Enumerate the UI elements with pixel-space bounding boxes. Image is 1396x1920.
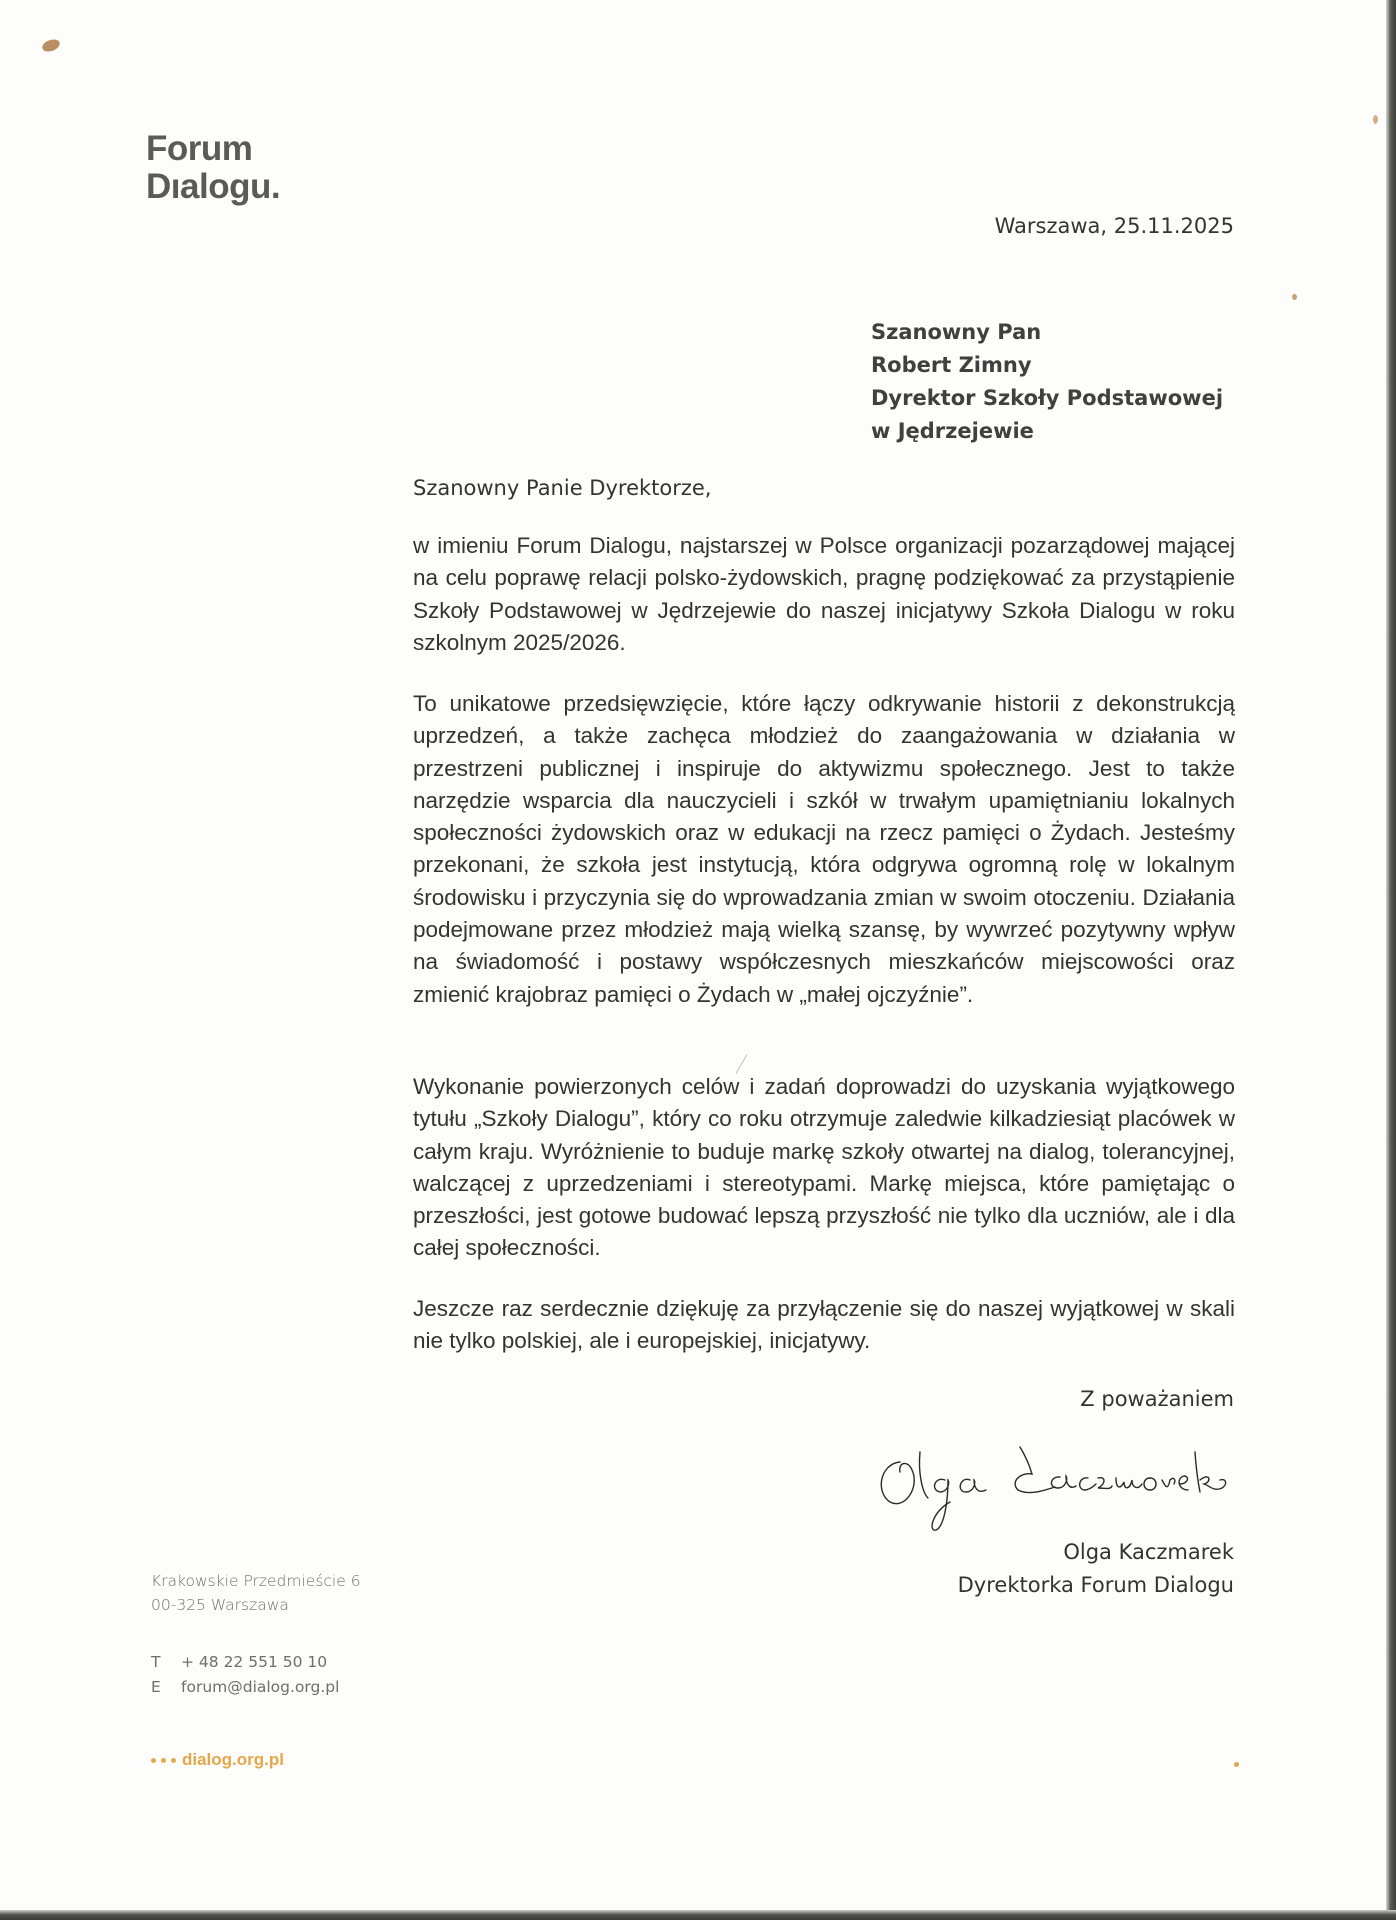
date-line: Warszawa, 25.11.2025 — [994, 214, 1234, 238]
email-label: E — [151, 1678, 161, 1696]
website-link[interactable]: dialog.org.pl — [182, 1750, 284, 1769]
scan-edge-bottom — [0, 1910, 1396, 1920]
email-address[interactable]: forum@dialog.org.pl — [181, 1678, 340, 1696]
body-paragraph: Wykonanie powierzonych celów i zadań doprowadzi do uzyskania wyjątkowego tytułu „Szkoły Dialogu”, który co roku otrzymuje zaledwie kilkadziesiąt placówek w całym kraju. Wyróżnienie to buduje markę szkoły otwartej na dialog, tolerancyjnej, walczącej z uprzedzeniami i stereotypami. Markę miejsca, które pamiętając o przeszłości, jest gotowe budować lepszą przyszłość nie tylko dla uczniów, ale i dla całej społeczności. — [413, 1074, 1235, 1261]
paper-stain — [1373, 115, 1378, 124]
logo-line-1: Forum — [146, 129, 253, 168]
dots-icon — [151, 1758, 176, 1763]
address-line: Krakowskie Przedmieście 6 — [151, 1572, 361, 1590]
paper-stain — [1292, 294, 1297, 300]
body-paragraph: To unikatowe przedsięwzięcie, które łączy odkrywanie historii z dekonstrukcją uprzedzeń, a także zachęca młodzież do zaangażowania w działania w przestrzeni publicznej i inspiruje do aktywizmu społecznego. Jest to także narzędzie wsparcia dla nauczycieli i szkół w trwałym upamiętnianiu lokalnych społeczności żydowskich oraz w edukacji na rzecz pamięci o Żydach. Jesteśmy przekonani, że szkoła jest instytucją, która odgrywa ogromną rolę w lokalnym środowisku i przyczynia się do wprowadzania zmian w swoim otoczeniu. Działania podejmowane przez młodzież mają wielką szansę, by wywrzeć pozytywny wpływ na świadomość i postawy współczesnych mieszkańców miejscowości oraz zmienić krajobraz pamięci o Żydach w „małej ojczyźnie”. — [413, 691, 1235, 1007]
address-line: 00-325 Warszawa — [151, 1596, 289, 1614]
forum-dialogu-logo — [146, 130, 280, 206]
recipient-line: Dyrektor Szkoły Podstawowej — [871, 386, 1224, 410]
footer-contact — [151, 1650, 339, 1700]
closing: Z poważaniem — [1080, 1387, 1234, 1411]
scan-edge-right — [1386, 0, 1396, 1920]
body-paragraph: Jeszcze raz serdecznie dziękuję za przyłączenie się do naszej wyjątkowej w skali nie tylko polskiej, ale i europejskiej, inicjatywy. — [413, 1296, 1235, 1354]
recipient-line: w Jędrzejewie — [871, 419, 1034, 443]
phone-number[interactable]: + 48 22 551 50 10 — [181, 1653, 328, 1671]
paper-stain — [1234, 1762, 1239, 1767]
recipient-line: Robert Zimny — [871, 353, 1032, 377]
recipient-line: Szanowny Pan — [871, 320, 1042, 344]
signer-name: Olga Kaczmarek — [1063, 1540, 1234, 1564]
phone-row — [151, 1650, 339, 1675]
signer-title: Dyrektorka Forum Dialogu — [957, 1573, 1234, 1597]
phone-label: T — [151, 1653, 161, 1671]
body-paragraph: w imieniu Forum Dialogu, najstarszej w Polsce organizacji pozarządowej mającej na celu poprawę relacji polsko-żydowskich, pragnę podziękować za przystąpienie Szkoły Podstawowej w Jędrzejewie do naszej inicjatywy Szkoła Dialogu w roku szkolnym 2025/2026. — [413, 533, 1235, 655]
logo-line-2: Dıalogu. — [146, 167, 281, 206]
signer-block — [958, 1536, 1234, 1602]
footer-website[interactable] — [151, 1750, 284, 1770]
salutation: Szanowny Panie Dyrektorze, — [413, 476, 712, 500]
recipient-block — [871, 316, 1223, 448]
footer-address — [151, 1569, 361, 1617]
paper-stain — [41, 37, 62, 53]
email-row — [151, 1675, 339, 1700]
handwritten-signature — [870, 1432, 1240, 1537]
